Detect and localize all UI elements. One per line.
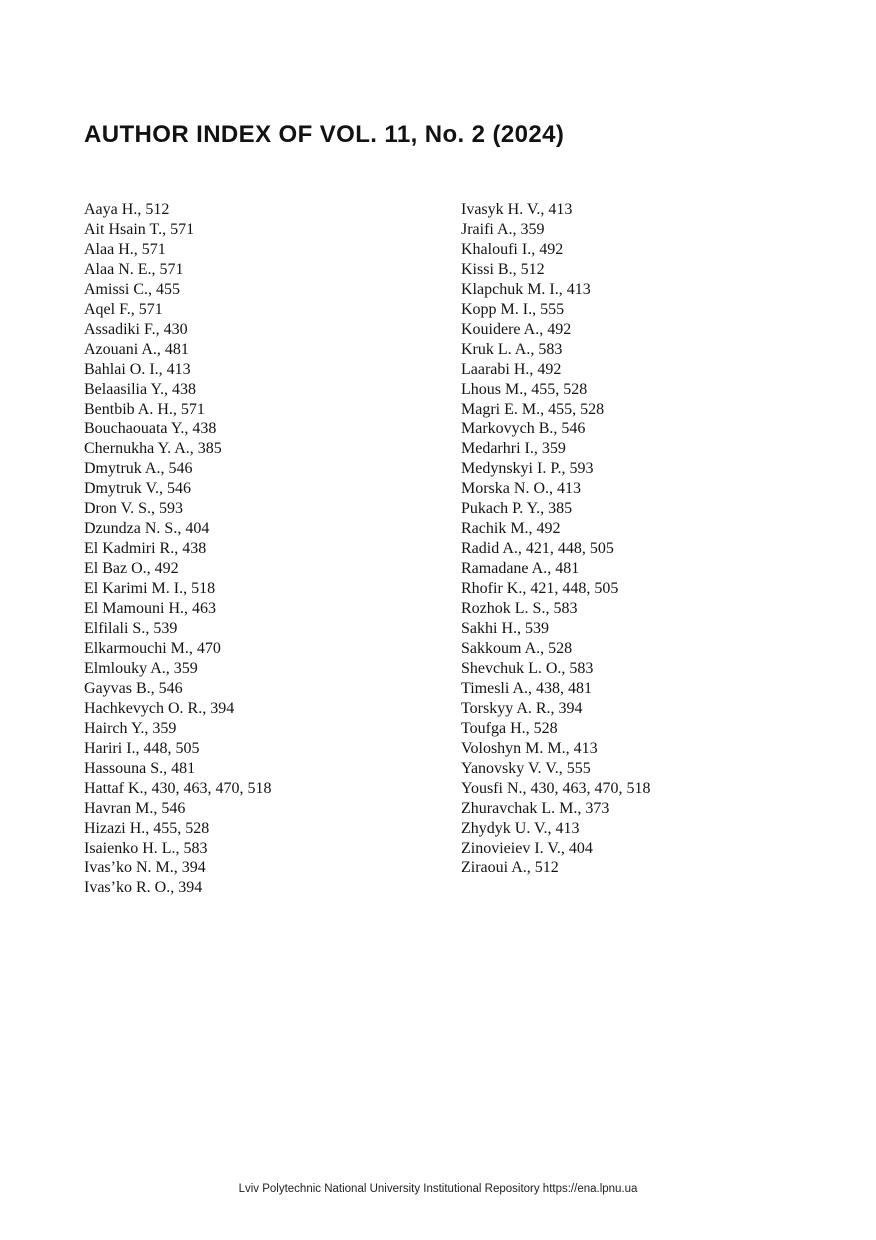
author-index xyxy=(84,200,794,898)
index-entry: Sakkoum A., 528 xyxy=(461,639,573,657)
index-entry: Hariri I., 448, 505 xyxy=(84,739,200,757)
index-entry: Ivas’ko R. O., 394 xyxy=(84,879,203,897)
index-entry: Dzundza N. S., 404 xyxy=(84,520,210,538)
author-index-column-right xyxy=(461,200,794,898)
index-entry: Markovych B., 546 xyxy=(461,420,586,438)
index-entry: Kouidere A., 492 xyxy=(461,320,572,338)
author-index-column-left xyxy=(84,200,461,898)
index-entry: Dron V. S., 593 xyxy=(84,500,183,518)
index-entry: Ivasyk H. V., 413 xyxy=(461,201,573,218)
index-entry: Zinovieiev I. V., 404 xyxy=(461,839,593,857)
index-entry: Rozhok L. S., 583 xyxy=(461,600,578,618)
index-entry: Medynskyi I. P., 593 xyxy=(461,460,594,478)
index-entry: Laarabi H., 492 xyxy=(461,360,562,378)
index-entry: Bahlai O. I., 413 xyxy=(84,360,191,378)
index-entry: Jraifi A., 359 xyxy=(461,220,545,238)
index-entry: Azouani A., 481 xyxy=(84,340,189,358)
page-title: AUTHOR INDEX OF VOL. 11, No. 2 (2024) xyxy=(84,121,565,148)
index-entry: Aqel F., 571 xyxy=(84,300,163,318)
index-entry: Hachkevych O. R., 394 xyxy=(84,699,235,717)
index-entry: Elkarmouchi M., 470 xyxy=(84,639,221,657)
index-entry: El Baz O., 492 xyxy=(84,560,179,578)
index-entry: Hairch Y., 359 xyxy=(84,719,177,737)
index-entry: Medarhri I., 359 xyxy=(461,440,566,458)
index-entry: Ivas’ko N. M., 394 xyxy=(84,859,206,877)
index-entry: Klapchuk M. I., 413 xyxy=(461,280,591,298)
index-entry: Yanovsky V. V., 555 xyxy=(461,759,591,777)
index-entry: Morska N. O., 413 xyxy=(461,480,581,498)
index-entry: Chernukha Y. A., 385 xyxy=(84,440,222,458)
index-entry: Dmytruk V., 546 xyxy=(84,480,191,498)
index-entry: Timesli A., 438, 481 xyxy=(461,679,592,697)
index-entry: Hizazi H., 455, 528 xyxy=(84,819,210,837)
index-entry: Toufga H., 528 xyxy=(461,719,558,737)
index-entry: El Karimi M. I., 518 xyxy=(84,580,216,598)
index-entry: Dmytruk A., 546 xyxy=(84,460,193,478)
index-entry: Aaya H., 512 xyxy=(84,201,170,218)
index-entry: Rhofir K., 421, 448, 505 xyxy=(461,580,619,598)
index-entry: El Mamouni H., 463 xyxy=(84,600,216,618)
index-entry: Alaa H., 571 xyxy=(84,240,166,258)
index-entry: Torskyy A. R., 394 xyxy=(461,699,583,717)
index-entry: Magri E. M., 455, 528 xyxy=(461,400,605,418)
repository-footer: Lviv Polytechnic National University Institutional Repository https://ena.lpnu.ua xyxy=(238,1183,638,1195)
index-entry: Ramadane A., 481 xyxy=(461,560,580,578)
index-entry: Gayvas B., 546 xyxy=(84,679,183,697)
index-entry: Radid A., 421, 448, 505 xyxy=(461,540,614,558)
index-entry: Bouchaouata Y., 438 xyxy=(84,420,217,438)
index-entry: Zhuravchak L. M., 373 xyxy=(461,799,610,817)
index-entry: Kopp M. I., 555 xyxy=(461,300,565,318)
index-entry: Isaienko H. L., 583 xyxy=(84,839,208,857)
index-entry: El Kadmiri R., 438 xyxy=(84,540,207,558)
index-entry: Ziraoui A., 512 xyxy=(461,859,559,877)
index-entry: Sakhi H., 539 xyxy=(461,620,549,638)
index-entry: Hassouna S., 481 xyxy=(84,759,196,777)
index-entry: Ait Hsain T., 571 xyxy=(84,220,195,238)
index-entry: Alaa N. E., 571 xyxy=(84,260,184,278)
index-entry: Amissi C., 455 xyxy=(84,280,181,298)
index-entry: Voloshyn M. M., 413 xyxy=(461,739,598,757)
index-entry: Zhydyk U. V., 413 xyxy=(461,819,580,837)
index-entry: Bentbib A. H., 571 xyxy=(84,400,205,418)
index-entry: Belaasilia Y., 438 xyxy=(84,380,196,398)
index-entry: Pukach P. Y., 385 xyxy=(461,500,573,518)
index-entry: Shevchuk L. O., 583 xyxy=(461,659,594,677)
index-entry: Kissi B., 512 xyxy=(461,260,545,278)
index-entry: Yousfi N., 430, 463, 470, 518 xyxy=(461,779,651,797)
index-entry: Hattaf K., 430, 463, 470, 518 xyxy=(84,779,272,797)
index-entry: Rachik M., 492 xyxy=(461,520,561,538)
index-entry: Khaloufi I., 492 xyxy=(461,240,564,258)
index-entry: Elmlouky A., 359 xyxy=(84,659,198,677)
index-entry: Havran M., 546 xyxy=(84,799,186,817)
index-entry: Kruk L. A., 583 xyxy=(461,340,563,358)
index-entry: Assadiki F., 430 xyxy=(84,320,188,338)
index-entry: Lhous M., 455, 528 xyxy=(461,380,588,398)
index-entry: Elfilali S., 539 xyxy=(84,620,178,638)
